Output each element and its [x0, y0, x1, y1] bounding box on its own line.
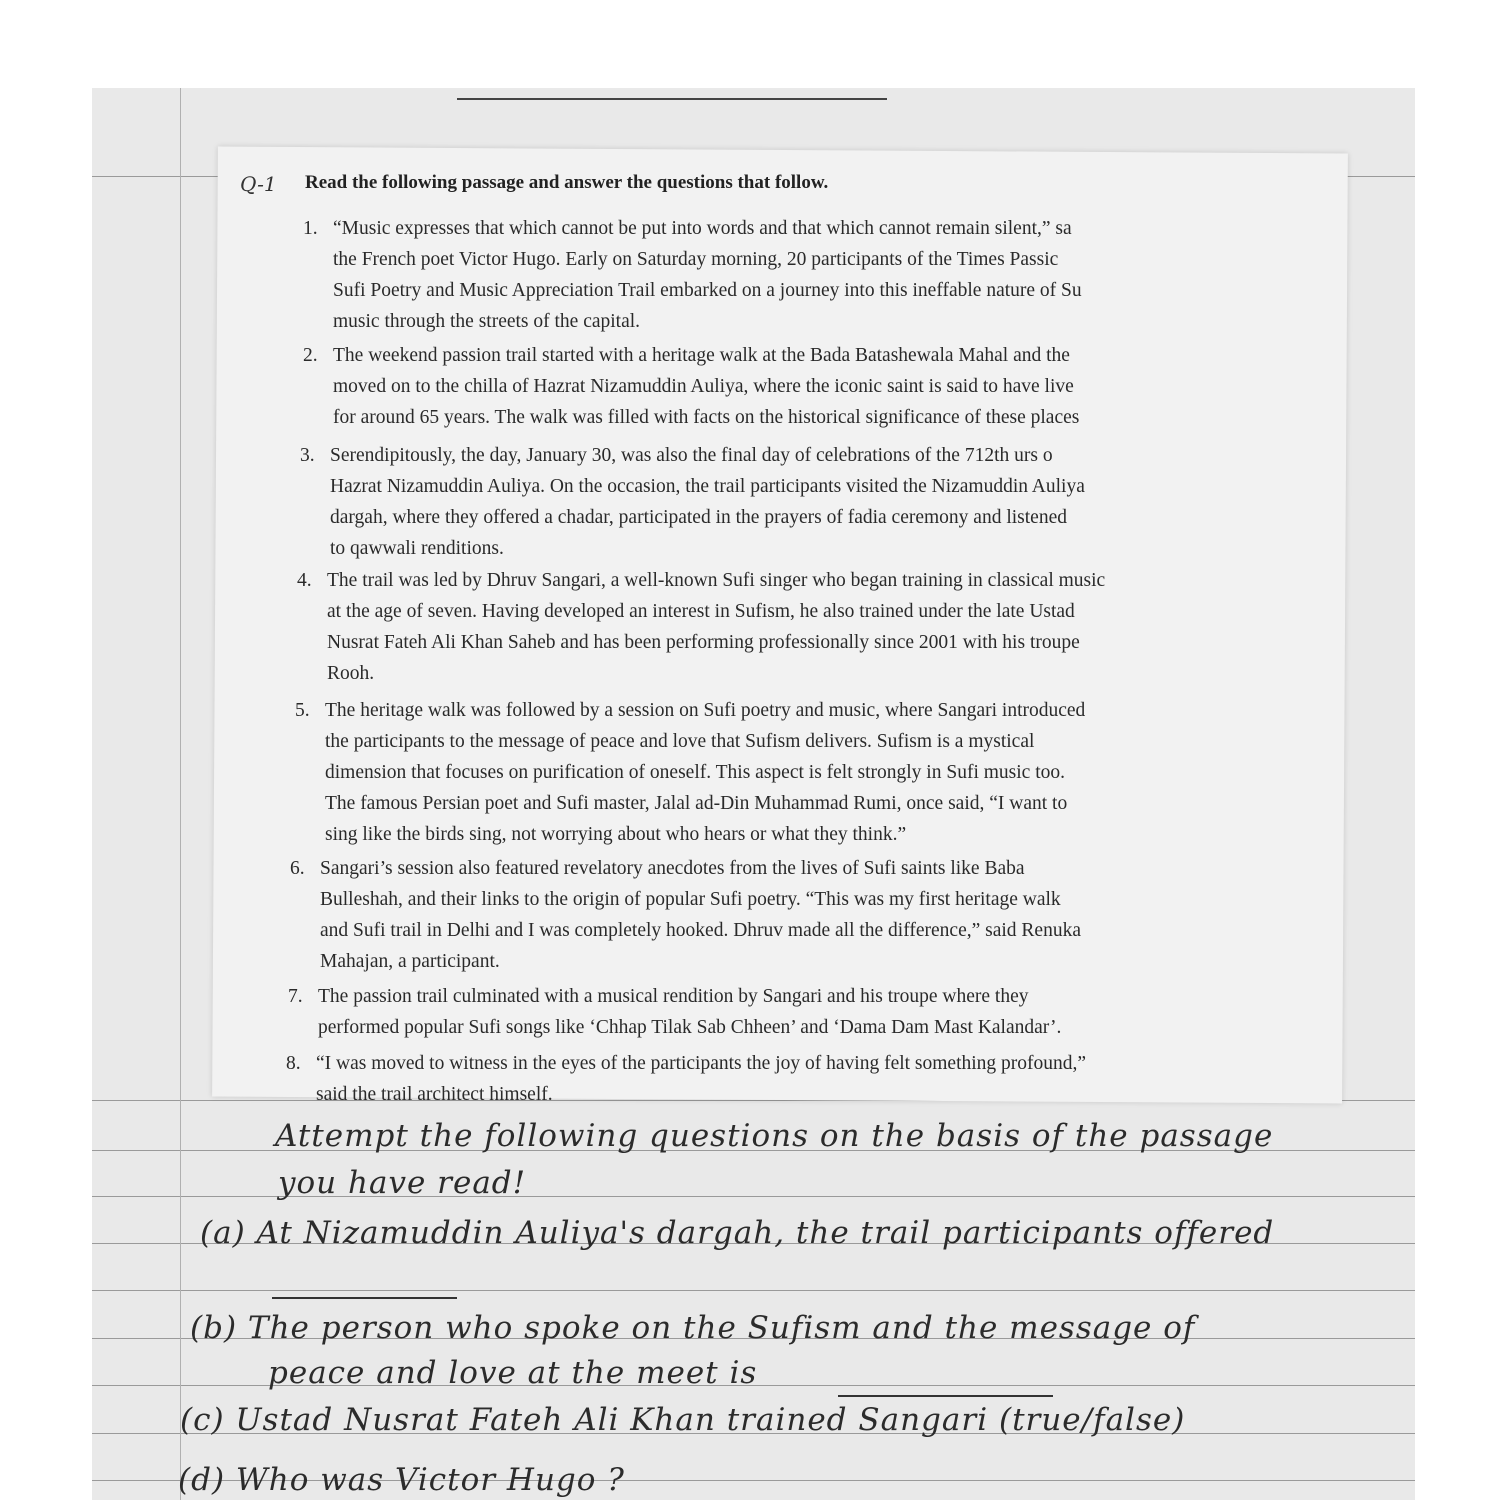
paragraph-line: Hazrat Nizamuddin Auliya. On the occasion, the trail participants visited the Nizamuddin Auliya [330, 476, 1085, 497]
paragraph-line: “I was moved to witness in the eyes of the participants the joy of having felt something profound,” [316, 1053, 1087, 1074]
paragraph-number: 1. [303, 218, 318, 239]
paragraph-line: Mahajan, a participant. [320, 951, 500, 972]
paragraph-line: Nusrat Fateh Ali Khan Saheb and has been performing professionally since 2001 with his troupe [327, 632, 1080, 653]
passage-paragraph [290, 853, 1305, 977]
top-rule [457, 98, 887, 100]
paragraph-line: Sufi Poetry and Music Appreciation Trail embarked on a journey into this ineffable nature of Su [333, 280, 1082, 301]
passage-paragraph [297, 565, 1305, 689]
paragraph-line: “Music expresses that which cannot be put into words and that which cannot remain silent,” sa [333, 218, 1072, 239]
paragraph-line: music through the streets of the capital. [333, 311, 641, 332]
paragraph-line: dimension that focuses on purification of oneself. This aspect is felt strongly in Sufi music too. [325, 762, 1065, 783]
paragraph-number: 6. [290, 858, 305, 879]
paragraph-line: The heritage walk was followed by a session on Sufi poetry and music, where Sangari introduced [325, 700, 1086, 721]
answer-blank-b[interactable] [838, 1395, 1053, 1397]
ruled-line [92, 1290, 1415, 1291]
passage-paragraph [295, 695, 1305, 850]
paragraph-line: Serendipitously, the day, January 30, was also the final day of celebrations of the 712th urs o [330, 445, 1053, 466]
paragraph-number: 3. [300, 445, 315, 466]
paragraph-line: performed popular Sufi songs like ‘Chhap Tilak Sab Chheen’ and ‘Dama Dam Mast Kalandar’. [318, 1017, 1062, 1038]
paragraph-line: Rooh. [327, 663, 375, 684]
handwritten-instruction-line2: you have read! [278, 1165, 527, 1201]
paragraph-number: 7. [288, 986, 303, 1007]
paragraph-number: 2. [303, 345, 318, 366]
passage-paragraph [303, 213, 1305, 337]
paragraph-number: 5. [295, 700, 310, 721]
passage-paragraph [303, 340, 1305, 433]
question-b-line2: peace and love at the meet is [268, 1355, 758, 1391]
paragraph-line: Bulleshah, and their links to the origin of popular Sufi poetry. “This was my first heritage walk [320, 889, 1061, 910]
passage-paragraph [300, 440, 1305, 564]
question-b-line1: (b) The person who spoke on the Sufism and the message of [190, 1310, 1196, 1346]
paragraph-line: Sangari’s session also featured revelatory anecdotes from the lives of Sufi saints like Baba [320, 858, 1025, 879]
passage-heading: Read the following passage and answer the questions that follow. [305, 172, 829, 193]
paragraph-line: at the age of seven. Having developed an interest in Sufism, he also trained under the late Ustad [327, 601, 1075, 622]
paragraph-line: to qawwali renditions. [330, 538, 504, 559]
margin-line [180, 88, 181, 1500]
question-label: Q-1 [240, 172, 277, 196]
question-d: (d) Who was Victor Hugo ? [178, 1462, 625, 1498]
paragraph-line: The famous Persian poet and Sufi master, Jalal ad-Din Muhammad Rumi, once said, “I want to [325, 793, 1068, 814]
paragraph-line: for around 65 years. The walk was filled with facts on the historical significance of these places [333, 407, 1080, 428]
answer-blank-a[interactable] [272, 1297, 457, 1299]
paragraph-line: sing like the birds sing, not worrying about who hears or what they think.” [325, 824, 907, 845]
paragraph-number: 8. [286, 1053, 301, 1074]
paragraph-number: 4. [297, 570, 312, 591]
paragraph-line: dargah, where they offered a chadar, participated in the prayers of fadia ceremony and listened [330, 507, 1067, 528]
passage-paragraph [286, 1048, 1305, 1110]
paragraph-line: the participants to the message of peace and love that Sufism delivers. Sufism is a mystical [325, 731, 1035, 752]
handwritten-instruction-line1: Attempt the following questions on the basis of the passage [275, 1118, 1274, 1154]
paragraph-line: and Sufi trail in Delhi and I was completely hooked. Dhruv made all the difference,” said Renuka [320, 920, 1081, 941]
paragraph-line: The weekend passion trail started with a heritage walk at the Bada Batashewala Mahal and the [333, 345, 1070, 366]
paragraph-line: The trail was led by Dhruv Sangari, a well-known Sufi singer who began training in classical music [327, 570, 1106, 591]
question-c: (c) Ustad Nusrat Fateh Ali Khan trained Sangari (true/false) [180, 1402, 1186, 1438]
paragraph-line: the French poet Victor Hugo. Early on Saturday morning, 20 participants of the Times Passic [333, 249, 1059, 270]
question-a: (a) At Nizamuddin Auliya's dargah, the trail participants offered [200, 1215, 1275, 1251]
paragraph-line: The passion trail culminated with a musical rendition by Sangari and his troupe where they [318, 986, 1029, 1007]
paragraph-line: moved on to the chilla of Hazrat Nizamuddin Auliya, where the iconic saint is said to have live [333, 376, 1074, 397]
paragraph-line: said the trail architect himself. [316, 1084, 553, 1105]
passage-paragraph [288, 981, 1305, 1043]
